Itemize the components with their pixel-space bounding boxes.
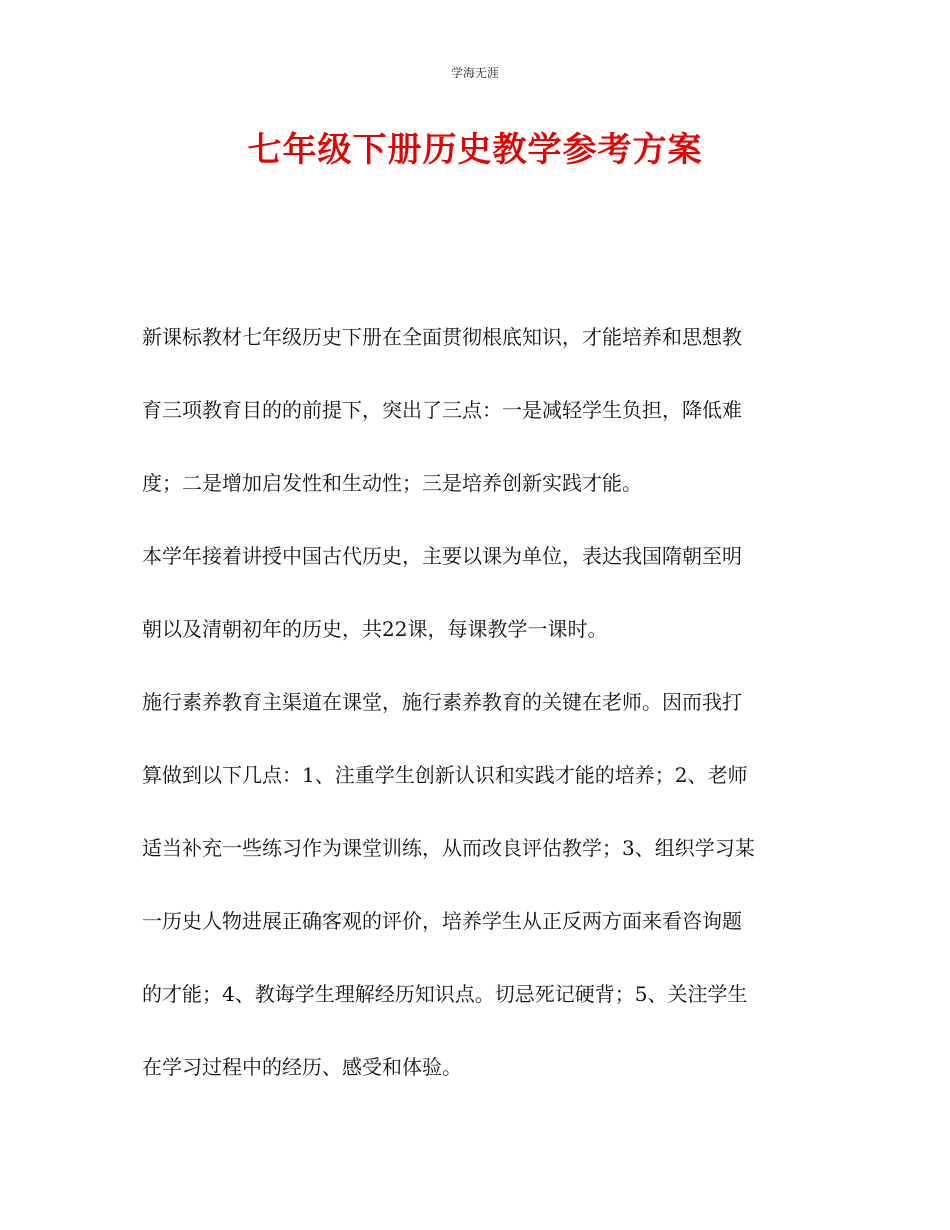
text-line: 朝以及清朝初年的历史，共22课，每课教学一课时。	[142, 617, 608, 641]
text-line: 本学年接着讲授中国古代历史，主要以课为单位，表达我国隋朝至明	[142, 544, 742, 568]
text-line: 新课标教材七年级历史下册在全面贯彻根底知识，才能培养和思想教	[142, 325, 742, 349]
text-line: 在学习过程中的经历、感受和体验。	[142, 1055, 462, 1079]
document-title: 七年级下册历史教学参考方案	[247, 130, 703, 170]
text-line: 一历史人物进展正确客观的评价，培养学生从正反两方面来看咨询题	[142, 909, 742, 933]
text-line: 算做到以下几点：1、注重学生创新认识和实践才能的培养；2、老师	[142, 763, 748, 787]
text-line: 育三项教育目的的前提下，突出了三点：一是减轻学生负担，降低难	[142, 398, 742, 422]
paragraph-2	[142, 537, 812, 648]
text-line: 适当补充一些练习作为课堂训练，从而改良评估教学；3、组织学习某	[142, 836, 755, 860]
paragraph-1	[142, 318, 812, 502]
text-line: 度；二是增加启发性和生动性；三是培养创新实践才能。	[142, 471, 642, 495]
page-header: 学海无涯	[450, 66, 499, 80]
text-line: 施行素养教育主渠道在课堂，施行素养教育的关键在老师。因而我打	[142, 690, 742, 714]
document-body	[142, 318, 812, 1121]
paragraph-3	[142, 683, 812, 1086]
text-line: 的才能；4、教诲学生理解经历知识点。切忌死记硬背；5、关注学生	[142, 982, 748, 1006]
